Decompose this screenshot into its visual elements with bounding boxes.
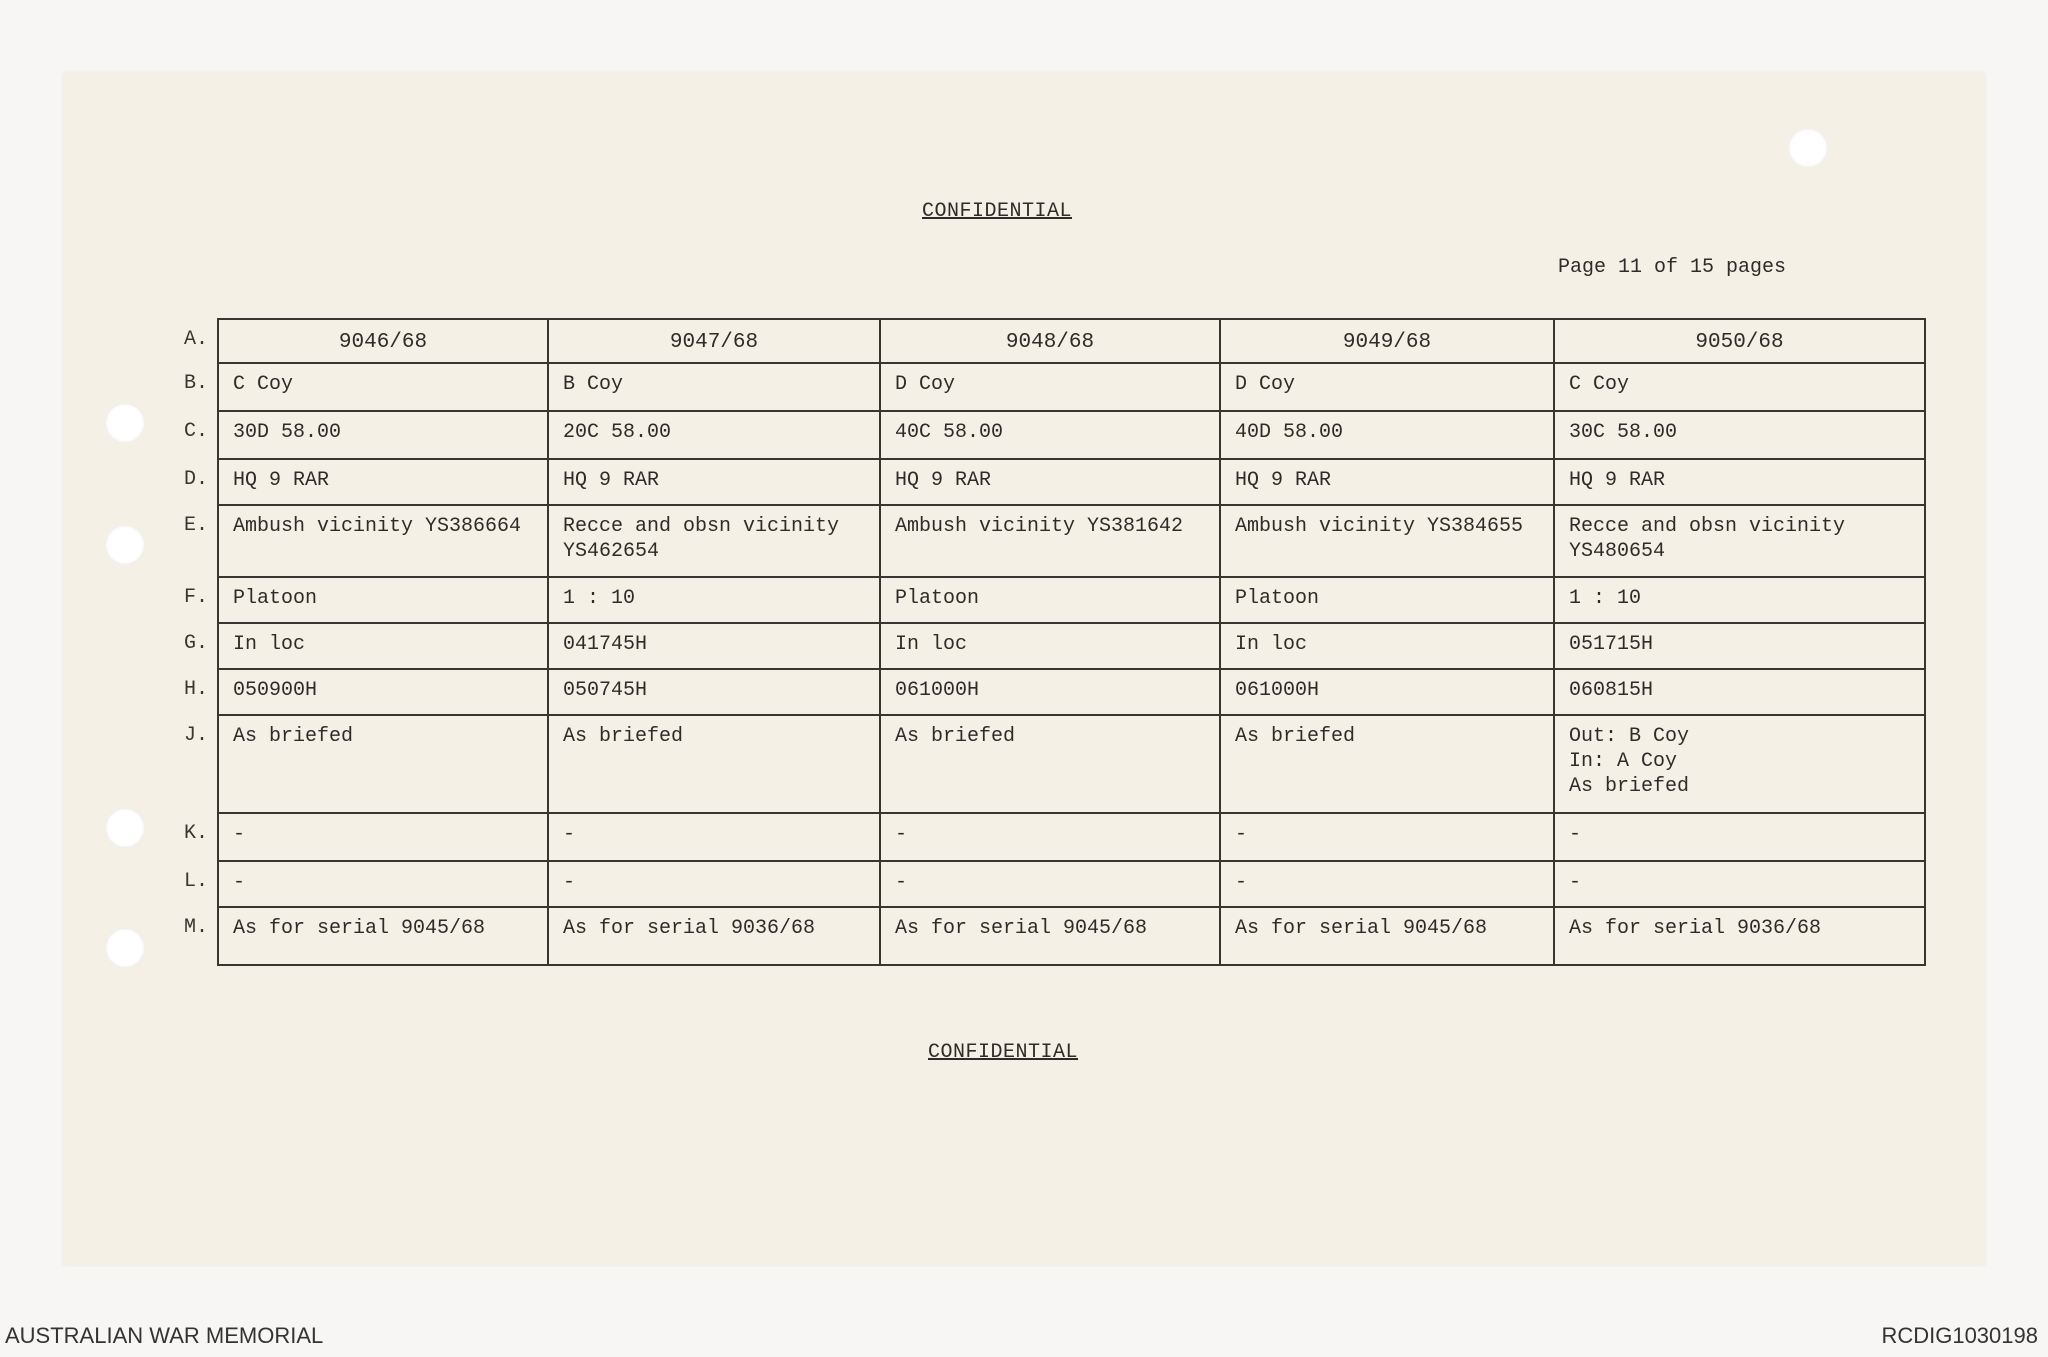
table-row: [180, 319, 1925, 363]
table-row: [180, 411, 1925, 459]
table-cell: As for serial 9045/68: [880, 907, 1220, 965]
table-cell: C Coy: [218, 363, 548, 411]
table-row: [180, 363, 1925, 411]
table-cell: As briefed: [880, 715, 1220, 813]
classification-header: CONFIDENTIAL: [922, 200, 1073, 223]
table-cell: As briefed: [218, 715, 548, 813]
table-cell: Platoon: [1220, 577, 1554, 623]
table-cell: Recce and obsn vicinity YS462654: [548, 505, 880, 577]
classification-footer: CONFIDENTIAL: [928, 1041, 1079, 1064]
table-cell: 050900H: [218, 669, 548, 715]
table-cell: 9050/68: [1554, 319, 1925, 363]
punch-hole: [105, 808, 145, 848]
page-number: Page 11 of 15 pages: [1558, 256, 1787, 279]
punch-hole: [105, 928, 145, 968]
table-row: [180, 669, 1925, 715]
table-cell: As for serial 9036/68: [1554, 907, 1925, 965]
table-cell: B Coy: [548, 363, 880, 411]
table-cell: As for serial 9045/68: [218, 907, 548, 965]
table-cell: C Coy: [1554, 363, 1925, 411]
archive-institution: AUSTRALIAN WAR MEMORIAL: [5, 1323, 324, 1348]
row-label: F.: [180, 577, 218, 623]
table-row: [180, 813, 1925, 861]
row-label: K.: [180, 813, 218, 861]
table-cell: Out: B Coy In: A Coy As briefed: [1554, 715, 1925, 813]
table-cell: HQ 9 RAR: [1554, 459, 1925, 505]
table-cell: 1 : 10: [1554, 577, 1925, 623]
table-row: [180, 715, 1925, 813]
row-label: E.: [180, 505, 218, 577]
table-row: [180, 577, 1925, 623]
table-cell: 050745H: [548, 669, 880, 715]
table-cell: Platoon: [880, 577, 1220, 623]
table-cell: D Coy: [1220, 363, 1554, 411]
table-cell: -: [880, 813, 1220, 861]
row-label: B.: [180, 363, 218, 411]
table-cell: 9047/68: [548, 319, 880, 363]
table-row: [180, 907, 1925, 965]
table-cell: 060815H: [1554, 669, 1925, 715]
row-label: G.: [180, 623, 218, 669]
row-label: D.: [180, 459, 218, 505]
table-cell: 9046/68: [218, 319, 548, 363]
table-cell: Ambush vicinity YS386664: [218, 505, 548, 577]
table-cell: -: [1554, 861, 1925, 907]
table-cell: 30D 58.00: [218, 411, 548, 459]
table-cell: -: [548, 861, 880, 907]
punch-hole: [105, 403, 145, 443]
table-cell: As briefed: [1220, 715, 1554, 813]
table-cell: 9049/68: [1220, 319, 1554, 363]
table-cell: HQ 9 RAR: [1220, 459, 1554, 505]
table-cell: 051715H: [1554, 623, 1925, 669]
row-label: H.: [180, 669, 218, 715]
row-label: L.: [180, 861, 218, 907]
table-cell: 061000H: [880, 669, 1220, 715]
table-cell: 061000H: [1220, 669, 1554, 715]
table-cell: HQ 9 RAR: [880, 459, 1220, 505]
row-label: C.: [180, 411, 218, 459]
table-cell: 40D 58.00: [1220, 411, 1554, 459]
table-cell: As for serial 9045/68: [1220, 907, 1554, 965]
table-cell: -: [218, 861, 548, 907]
table-cell: 1 : 10: [548, 577, 880, 623]
table-body: [180, 319, 1925, 965]
table-cell: D Coy: [880, 363, 1220, 411]
table-row: [180, 459, 1925, 505]
table-cell: As for serial 9036/68: [548, 907, 880, 965]
table-cell: -: [1554, 813, 1925, 861]
table-row: [180, 623, 1925, 669]
table-cell: In loc: [218, 623, 548, 669]
row-label: M.: [180, 907, 218, 965]
table-cell: Ambush vicinity YS381642: [880, 505, 1220, 577]
table-cell: -: [1220, 813, 1554, 861]
table-cell: -: [548, 813, 880, 861]
archive-record-id: RCDIG1030198: [1881, 1323, 2038, 1348]
table-cell: 40C 58.00: [880, 411, 1220, 459]
table-cell: 9048/68: [880, 319, 1220, 363]
row-label: A.: [180, 319, 218, 363]
table-cell: Platoon: [218, 577, 548, 623]
table-cell: Recce and obsn vicinity YS480654: [1554, 505, 1925, 577]
table-cell: 041745H: [548, 623, 880, 669]
table-cell: In loc: [880, 623, 1220, 669]
table-cell: HQ 9 RAR: [548, 459, 880, 505]
table-cell: 20C 58.00: [548, 411, 880, 459]
table-cell: -: [218, 813, 548, 861]
table-cell: As briefed: [548, 715, 880, 813]
table-cell: -: [880, 861, 1220, 907]
table-cell: HQ 9 RAR: [218, 459, 548, 505]
table-cell: Ambush vicinity YS384655: [1220, 505, 1554, 577]
table-cell: -: [1220, 861, 1554, 907]
punch-hole: [1788, 128, 1828, 168]
punch-hole: [105, 525, 145, 565]
table-row: [180, 861, 1925, 907]
row-label: J.: [180, 715, 218, 813]
table-row: [180, 505, 1925, 577]
table-cell: In loc: [1220, 623, 1554, 669]
serials-table: [180, 318, 1926, 966]
table-cell: 30C 58.00: [1554, 411, 1925, 459]
